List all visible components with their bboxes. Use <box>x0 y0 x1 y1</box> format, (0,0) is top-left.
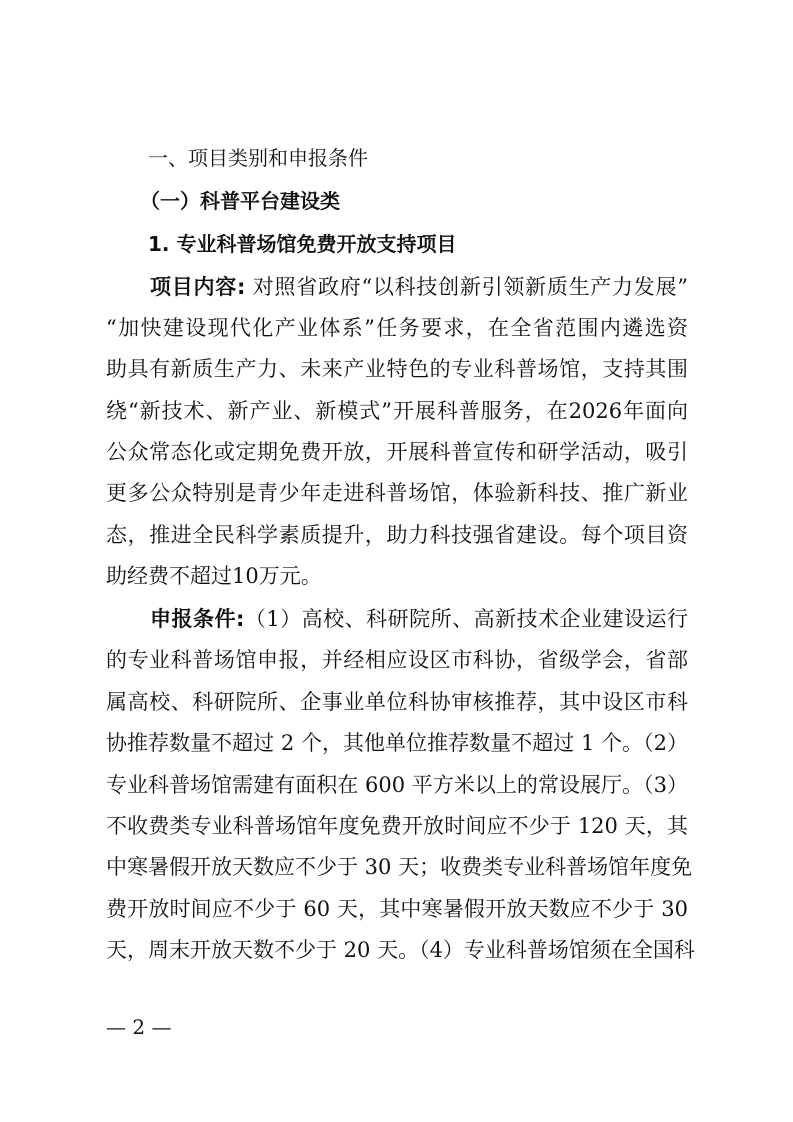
subsection-heading: （一）科普平台建设类 <box>140 189 340 213</box>
content-paragraph-line: 项目内容: 对照省政府“以科技创新引领新质生产力发展” <box>150 275 688 299</box>
conditions-paragraph-line: 专业科普场馆需建有面积在 600 平方米以上的常设展厅。（3） <box>106 773 688 797</box>
content-paragraph-line: 更多公众特别是青少年走进科普场馆，体验新科技、推广新业 <box>106 481 688 505</box>
conditions-paragraph-line: 不收费类专业科普场馆年度免费开放时间应不少于 120 天，其 <box>106 814 688 838</box>
conditions-label: 申报条件: <box>150 607 245 631</box>
content-paragraph-line: 绕“新技术、新产业、新模式”开展科普服务，在2026年面向 <box>106 399 688 423</box>
page-number: — 2 — <box>106 1015 172 1039</box>
conditions-paragraph-line: 申报条件:（1）高校、科研院所、高新技术企业建设运行 <box>150 607 688 631</box>
conditions-paragraph-line: 属高校、科研院所、企事业单位科协审核推荐，其中设区市科 <box>106 690 688 714</box>
item-heading: 1. 专业科普场馆免费开放支持项目 <box>148 232 457 256</box>
section-heading: 一、项目类别和申报条件 <box>148 146 368 170</box>
conditions-paragraph-line: 的专业科普场馆申报，并经相应设区市科协，省级学会，省部 <box>106 648 688 672</box>
content-paragraph-line: “加快建设现代化产业体系”任务要求，在全省范围内遴选资 <box>106 316 688 340</box>
content-label: 项目内容: <box>150 275 246 299</box>
conditions-paragraph-line: 协推荐数量不超过 2 个，其他单位推荐数量不超过 1 个。（2） <box>106 731 688 755</box>
content-paragraph-line: 态，推进全民科学素质提升，助力科技强省建设。每个项目资 <box>106 523 688 547</box>
conditions-paragraph-line: 中寒暑假开放天数应不少于 30 天；收费类专业科普场馆年度免 <box>106 855 693 879</box>
conditions-paragraph-line: 天，周末开放天数不少于 20 天。（4）专业科普场馆须在全国科 <box>106 938 695 962</box>
content-paragraph-line: 助经费不超过10万元。 <box>106 564 322 588</box>
conditions-paragraph-line: 费开放时间应不少于 60 天，其中寒暑假开放天数应不少于 30 <box>106 897 688 921</box>
content-paragraph-line: 助具有新质生产力、未来产业特色的专业科普场馆，支持其围 <box>106 357 688 381</box>
content-paragraph-line: 公众常态化或定期免费开放，开展科普宣传和研学活动，吸引 <box>106 440 688 464</box>
